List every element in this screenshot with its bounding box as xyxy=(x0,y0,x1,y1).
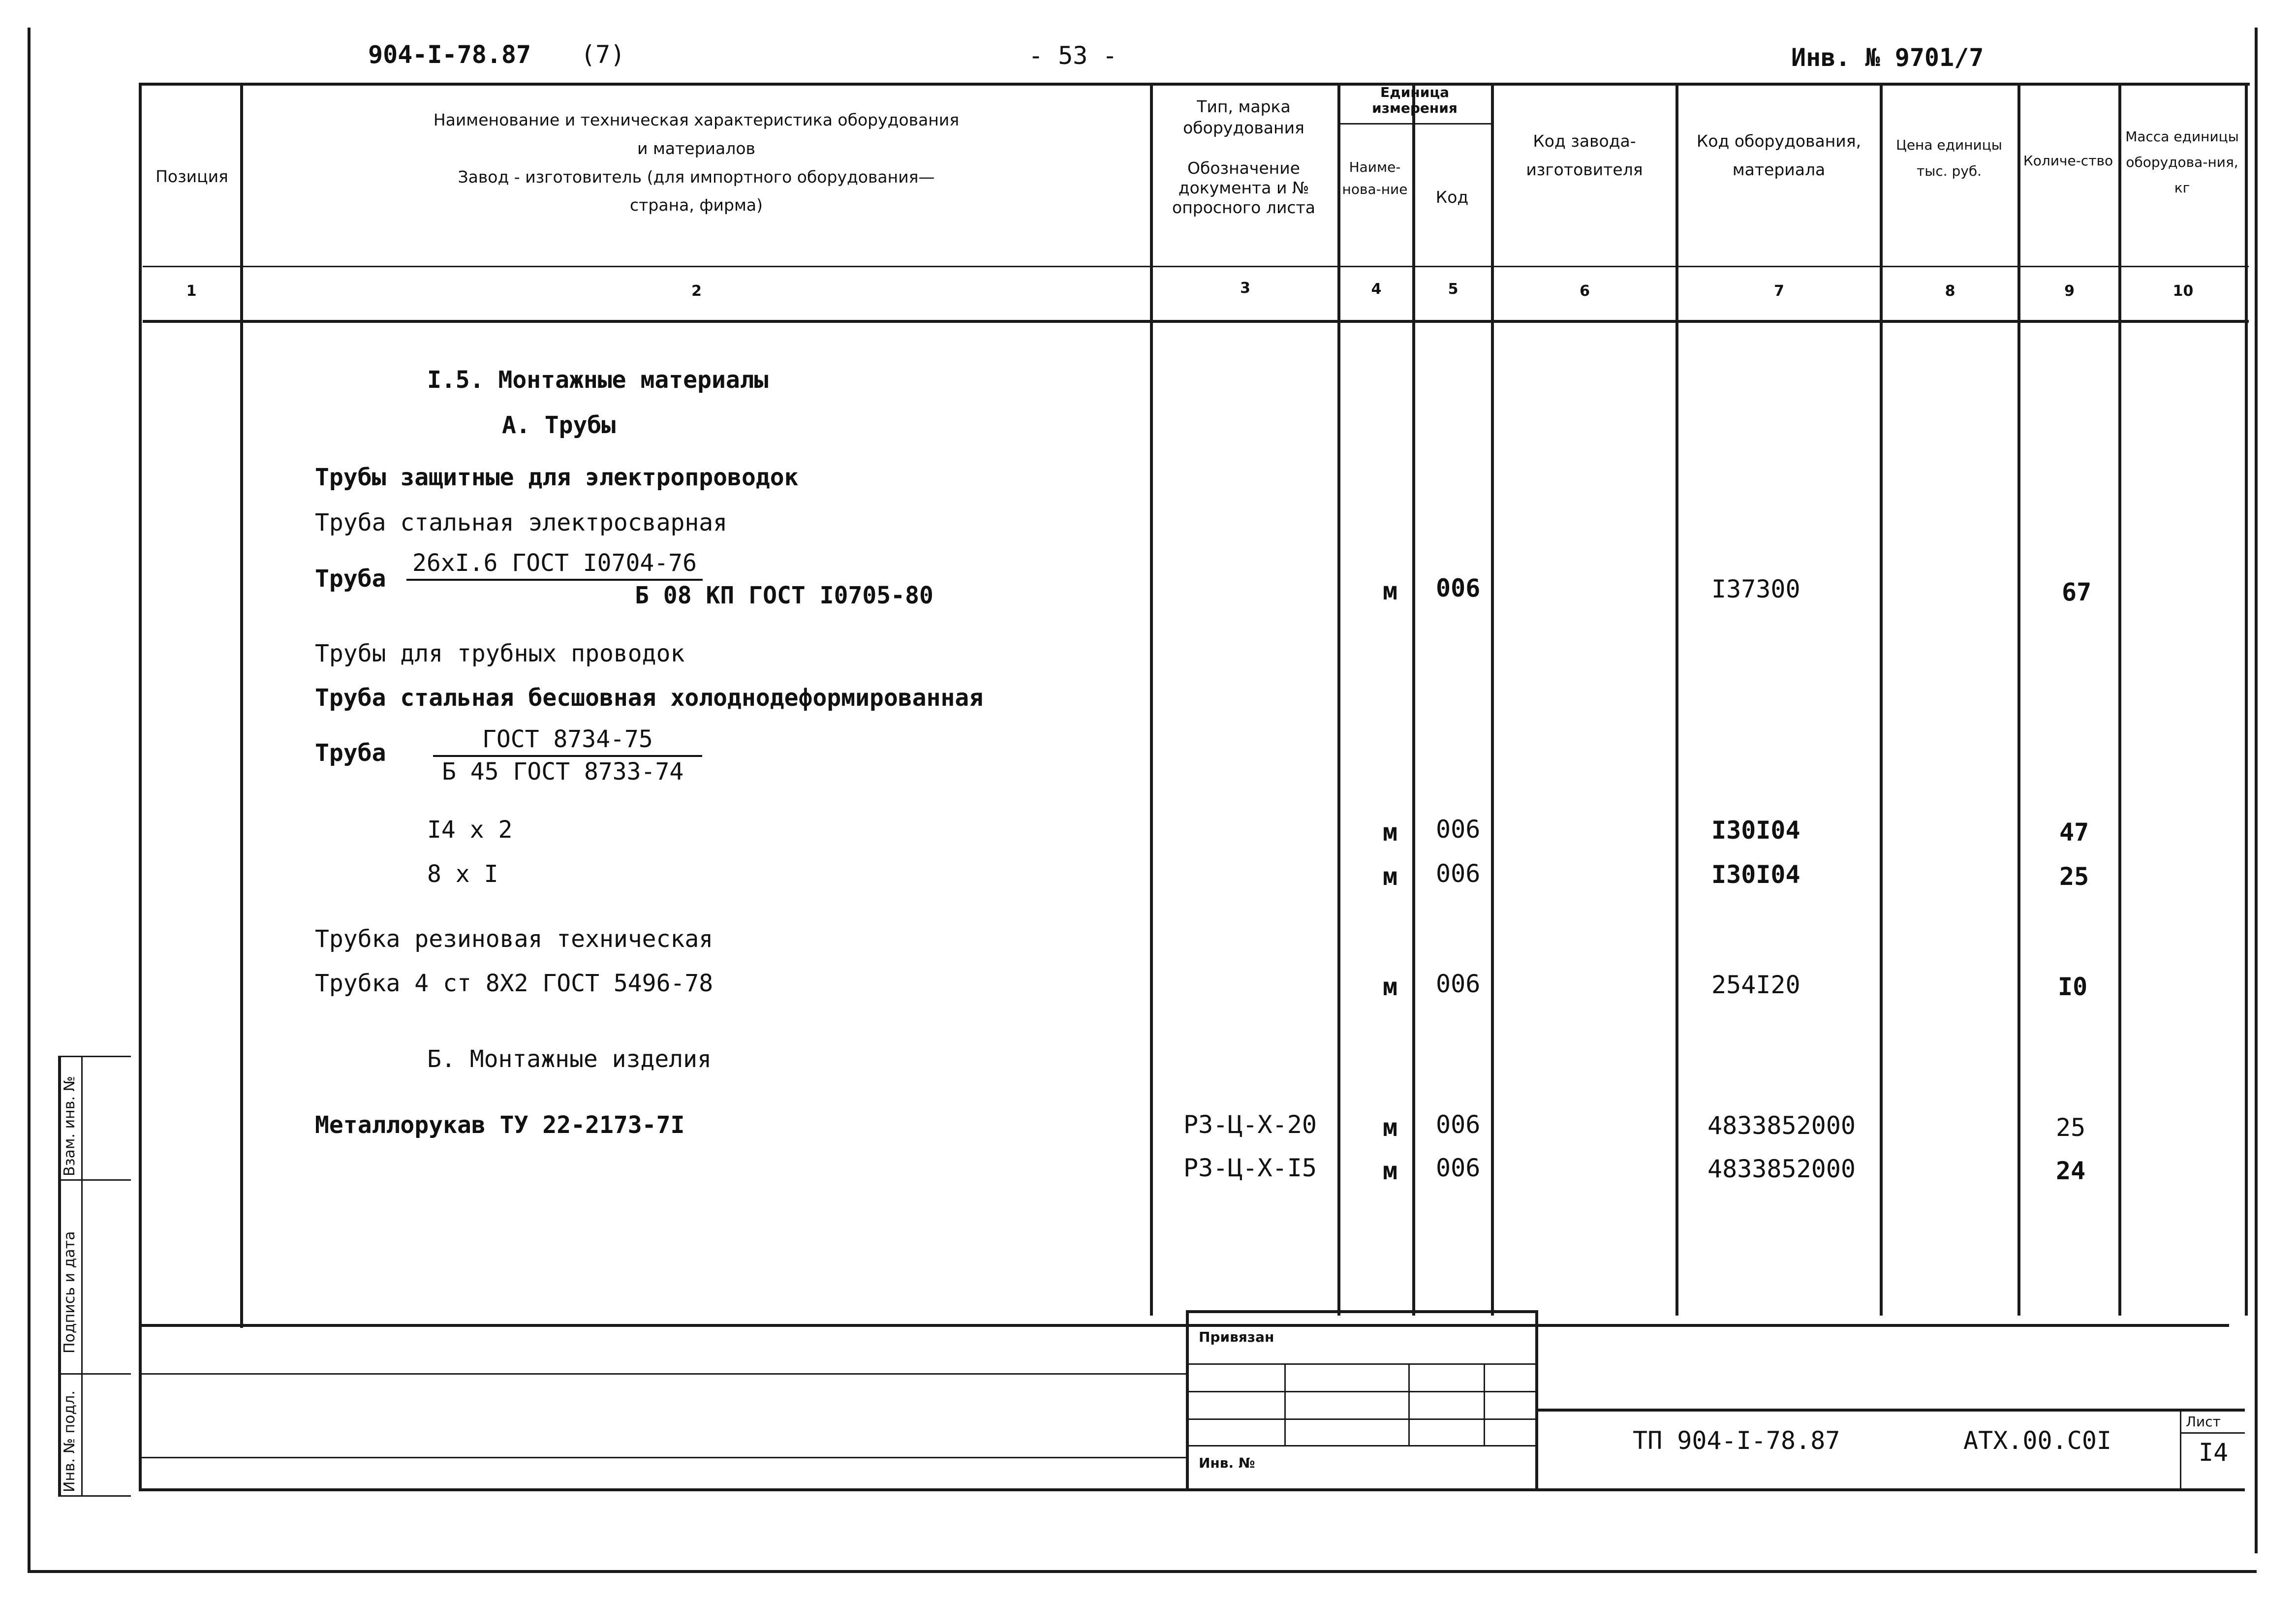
metal-hose-15-material-code: 4833852000 xyxy=(1707,1155,1856,1183)
header-material-code: Код оборудования, материала xyxy=(1696,131,1862,179)
row-rubber-tube-spec: Трубка 4 ст 8Х2 ГОСТ 5496-78 xyxy=(315,970,714,997)
title-block-bottom xyxy=(139,1488,2245,1491)
header-type-block xyxy=(1154,96,1334,218)
column-number-4: 4 xyxy=(1371,281,1382,298)
column-number-8: 8 xyxy=(1945,283,1955,300)
header-quantity: Количе-ство xyxy=(2023,153,2113,169)
pipe-unit: м xyxy=(1383,577,1398,605)
row-pipes-for-lines: Трубы для трубных проводок xyxy=(315,640,685,667)
metal-hose-20-unit-code: 006 xyxy=(1436,1110,1481,1139)
table-top-border xyxy=(139,83,2250,86)
document-code: АТХ.00.С0I xyxy=(1963,1426,2112,1455)
stamp-bound-label: Привязан xyxy=(1199,1329,1274,1345)
size-14x2-unit-code: 006 xyxy=(1436,815,1481,844)
metal-hose-type-15: РЗ-Ц-Х-I5 xyxy=(1183,1154,1317,1182)
rubber-tube-material-code: 254I20 xyxy=(1711,971,1800,999)
header-name-line3: Завод - изготовитель (для импортного оборудования— xyxy=(458,167,935,187)
column-number-6: 6 xyxy=(1580,283,1590,300)
col-divider-2 xyxy=(1150,83,1153,1316)
header-name-line2: и материалов xyxy=(637,138,755,158)
side-stamp-inner xyxy=(81,1056,83,1495)
size-8x1-unit: м xyxy=(1383,862,1398,891)
pipe2-fraction-top: ГОСТ 8734-75 xyxy=(433,725,702,757)
stamp-line-1 xyxy=(1186,1363,1535,1365)
metal-hose-20-quantity: 25 xyxy=(2056,1113,2086,1142)
col-divider-4 xyxy=(1412,83,1415,1316)
column-number-separator xyxy=(143,320,2249,323)
unit-group-separator xyxy=(1339,123,1491,125)
pipe-material-code: I37300 xyxy=(1711,575,1800,603)
header-unit-name: Наиме-нова-ние xyxy=(1342,159,1408,197)
row-metal-hose: Металлорукав ТУ 22-2173-7I xyxy=(315,1111,685,1139)
sheet-number: I4 xyxy=(2199,1438,2229,1467)
column-number-10: 10 xyxy=(2172,283,2194,300)
header-manufacturer-code: Код завода-изготовителя xyxy=(1526,131,1643,179)
size-8x1-unit-code: 006 xyxy=(1436,859,1481,888)
outer-frame-right xyxy=(2255,28,2258,1553)
title-doc-line xyxy=(1535,1409,2245,1412)
stamp-inv-label: Инв. № xyxy=(1199,1455,1255,1471)
project-code: ТП 904-I-78.87 xyxy=(1633,1426,1840,1455)
size-14x2-quantity: 47 xyxy=(2059,818,2089,847)
table-left-border xyxy=(139,83,142,1490)
side-stamp-line-3 xyxy=(58,1373,131,1375)
rubber-tube-quantity: I0 xyxy=(2058,973,2088,1001)
sheet-box-line xyxy=(2180,1432,2245,1434)
row-steel-welded-pipe: Труба стальная электросварная xyxy=(315,509,728,536)
metal-hose-15-quantity: 24 xyxy=(2056,1157,2086,1185)
stamp-line-3 xyxy=(1186,1418,1535,1420)
header-type: Тип, марка оборудования xyxy=(1183,97,1304,137)
col-divider-1 xyxy=(240,83,243,1328)
stamp-left-border xyxy=(1186,1310,1189,1490)
side-label-inv-replace: Взам. инв. № xyxy=(61,1076,78,1176)
sheet-label: Лист xyxy=(2186,1414,2221,1430)
header-price: Цена единицы тыс. руб. xyxy=(1896,137,2002,180)
column-number-7: 7 xyxy=(1774,283,1784,300)
row-protective-pipes: Трубы защитные для электропроводок xyxy=(315,464,799,491)
page-number: - 53 - xyxy=(1028,41,1117,70)
rubber-tube-unit: м xyxy=(1383,973,1398,1001)
side-label-inv-original: Инв. № подл. xyxy=(61,1390,78,1492)
column-number-2: 2 xyxy=(691,283,702,300)
inventory-number: Инв. № 9701/7 xyxy=(1791,43,1984,72)
pipe-unit-code: 006 xyxy=(1436,574,1481,602)
metal-hose-15-unit-code: 006 xyxy=(1436,1154,1481,1182)
stamp-top-border xyxy=(1186,1310,1538,1313)
stamp-line-2 xyxy=(1186,1391,1535,1392)
column-number-1: 1 xyxy=(186,283,197,300)
col-divider-6 xyxy=(1675,83,1678,1316)
stamp-line-4 xyxy=(1186,1445,1535,1447)
stamp-divider-1 xyxy=(1284,1363,1286,1445)
stamp-divider-2 xyxy=(1408,1363,1410,1445)
header-unit-group: Единица измерения xyxy=(1372,84,1458,117)
size-14x2-unit: м xyxy=(1383,818,1398,847)
title-block-line-1 xyxy=(139,1373,1187,1375)
doc-number: 904-I-78.87 xyxy=(368,40,531,69)
header-name-line1: Наименование и техническая характеристика оборудования xyxy=(433,110,960,129)
row-size-14x2: I4 x 2 xyxy=(427,816,513,844)
col-divider-5 xyxy=(1491,83,1494,1316)
side-stamp-line-2 xyxy=(58,1179,131,1181)
sheet-index: (7) xyxy=(581,40,625,69)
metal-hose-type-20: РЗ-Ц-Х-20 xyxy=(1183,1110,1317,1139)
header-position: Позиция xyxy=(155,167,228,186)
rubber-tube-unit-code: 006 xyxy=(1436,970,1481,998)
header-name-block xyxy=(246,106,1147,220)
col-divider-8 xyxy=(2017,83,2020,1316)
header-mass: Масса единицы оборудова-ния, кг xyxy=(2125,128,2239,196)
table-right-border xyxy=(2245,83,2248,1316)
size-14x2-material-code: I30I04 xyxy=(1711,816,1800,845)
row-pipe-label: Труба xyxy=(315,565,386,593)
stamp-right-border xyxy=(1535,1310,1538,1490)
pipe-quantity: 67 xyxy=(2062,578,2092,606)
column-number-5: 5 xyxy=(1448,281,1458,298)
outer-frame-left xyxy=(28,28,31,1573)
row-seamless-pipe: Труба стальная бесшовная холоднодеформированная xyxy=(315,684,984,712)
section-title: I.5. Монтажные материалы xyxy=(427,366,769,394)
metal-hose-20-unit: м xyxy=(1383,1113,1398,1142)
pipe-fraction-top: 26хI.6 ГОСТ I0704-76 xyxy=(406,549,703,581)
col-divider-9 xyxy=(2118,83,2121,1316)
metal-hose-20-material-code: 4833852000 xyxy=(1707,1111,1856,1140)
header-unit-code: Код xyxy=(1435,188,1469,207)
sheet-box-divider xyxy=(2180,1409,2181,1488)
pipe2-fraction-bottom: Б 45 ГОСТ 8733-74 xyxy=(442,758,684,786)
title-block-top xyxy=(139,1324,2229,1327)
size-8x1-material-code: I30I04 xyxy=(1711,860,1800,889)
header-separator xyxy=(143,266,2249,267)
pipe-fraction-bottom: Б 08 КП ГОСТ I0705-80 xyxy=(635,582,933,609)
col-divider-7 xyxy=(1880,83,1883,1316)
header-document: Обозначение документа и № опросного листа xyxy=(1172,158,1315,218)
row-pipe-label-2: Труба xyxy=(315,739,386,767)
title-block-line-2 xyxy=(139,1457,1187,1458)
row-rubber-tube: Трубка резиновая техническая xyxy=(315,925,714,953)
subsection-pipes: А. Трубы xyxy=(502,411,616,439)
side-stamp-line-1 xyxy=(58,1056,131,1057)
column-number-3: 3 xyxy=(1240,280,1250,297)
subsection-mounting-items: Б. Монтажные изделия xyxy=(427,1045,712,1073)
side-label-sign-date: Подпись и дата xyxy=(61,1231,78,1353)
header-name-line4: страна, фирма) xyxy=(630,195,763,215)
col-divider-3 xyxy=(1337,83,1340,1316)
outer-frame-bottom xyxy=(28,1570,2257,1573)
metal-hose-15-unit: м xyxy=(1383,1157,1398,1185)
size-8x1-quantity: 25 xyxy=(2059,862,2089,891)
column-number-9: 9 xyxy=(2064,283,2075,300)
side-stamp-line-4 xyxy=(58,1495,131,1497)
stamp-divider-3 xyxy=(1484,1363,1485,1445)
row-size-8x1: 8 x I xyxy=(427,860,498,888)
